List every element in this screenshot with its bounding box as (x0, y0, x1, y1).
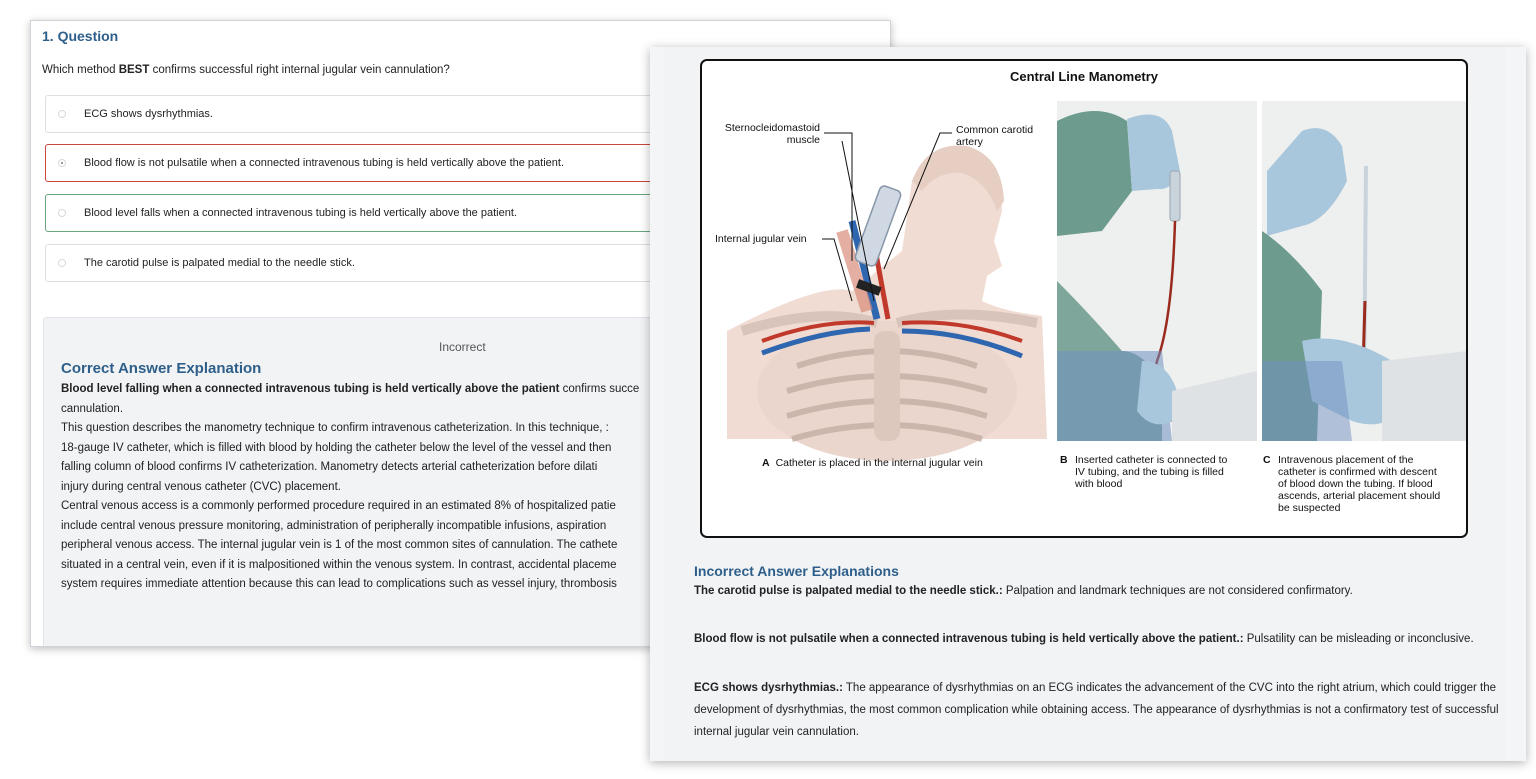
correct-answer-explanation-title: Correct Answer Explanation (61, 360, 262, 377)
explanation-line: include central venous pressure monitoring, administration of peripherally incompatible infusions, aspiration (61, 519, 607, 532)
answer-option-label: ECG shows dysrhythmias. (84, 108, 213, 120)
radio-button-selected[interactable] (58, 159, 66, 167)
answer-option-label: The carotid pulse is palpated medial to the needle stick. (84, 257, 355, 269)
panel-content (664, 47, 1506, 761)
explanation-line: system requires immediate attention because this can lead to complications such as vessel injury, thrombosis (61, 578, 617, 590)
explanation-line: injury during central venous catheter (CVC) placement. (61, 480, 341, 493)
label-common-carotid: Common carotid artery (956, 124, 1034, 148)
question-heading: 1. Question (42, 28, 119, 44)
explanation-line: Blood level falling when a connected intravenous tubing is held vertically above the patient confirms succe (61, 383, 640, 395)
radio-button[interactable] (58, 259, 66, 267)
label-sternocleidomastoid: Sternocleidomastoid muscle (724, 122, 820, 146)
incorrect-explanation-item: Blood flow is not pulsatile when a connected intravenous tubing is held vertically above the patient.: Pulsatility can be misleading or inconclusive. (694, 633, 1474, 645)
radio-button[interactable] (58, 209, 66, 217)
explanation-line: falling column of blood confirms IV catheterization. Manometry detects arterial catheterization before dilati (61, 461, 598, 473)
explanation-line: cannulation. (61, 402, 124, 415)
image-explanation-panel (650, 47, 1526, 761)
incorrect-explanation-item: The carotid pulse is palpated medial to the needle stick.: Palpation and landmark techniques are not considered confirmatory. (694, 585, 1353, 597)
explanation-line: 18-gauge IV catheter, which is filled with blood by holding the catheter below the level of the vessel and then (61, 441, 612, 454)
incorrect-explanation-item: ECG shows dysrhythmias.: The appearance of dysrhythmias on an ECG indicates the advancement of the CVC into the right atrium, which could trigger the development of dysrhythmias, the most common complication while obtaining access. The appearance of dysrhythmias is not a confirmatory test of successful internal jugular vein cannulation. (694, 682, 1499, 738)
caption-a: A Catheter is placed in the internal jugular vein (762, 457, 983, 469)
explanation-line: situated in a central vein, even if it is malpositioned within the venous system. In contrast, accidental placeme (61, 558, 617, 571)
explanation-line: This question describes the manometry technique to confirm intravenous catheterization. In this technique, : (61, 422, 609, 434)
caption-c: C Intravenous placement of the catheter is confirmed with descent of blood down the tubing. If blood ascends, arterial placement should be suspected (1263, 454, 1441, 514)
label-internal-jugular: Internal jugular vein (715, 233, 807, 245)
incorrect-explanations-title: Incorrect Answer Explanations (694, 563, 899, 579)
central-line-manometry-figure (700, 59, 1468, 538)
panel-b-illustration (1057, 101, 1257, 441)
explanation-line: Central venous access is a commonly performed procedure required in an estimated 8% of hospitalized patie (61, 500, 616, 512)
caption-b: B Inserted catheter is connected to IV tubing, and the tubing is filled with blood (1060, 454, 1228, 490)
explanation-line: peripheral venous access. The internal jugular vein is 1 of the most common sites of cannulation. The cathete (61, 539, 618, 551)
panel-a-anatomy-illustration (727, 145, 1047, 461)
result-status: Incorrect (439, 340, 486, 354)
question-text: Which method BEST confirms successful right internal jugular vein cannulation? (42, 64, 450, 76)
figure-title: Central Line Manometry (1009, 69, 1159, 84)
radio-button[interactable] (58, 110, 66, 118)
answer-option-label: Blood flow is not pulsatile when a connected intravenous tubing is held vertically above the patient. (84, 157, 565, 169)
panel-c-illustration (1262, 101, 1467, 441)
answer-option-label: Blood level falls when a connected intravenous tubing is held vertically above the patient. (84, 207, 517, 219)
